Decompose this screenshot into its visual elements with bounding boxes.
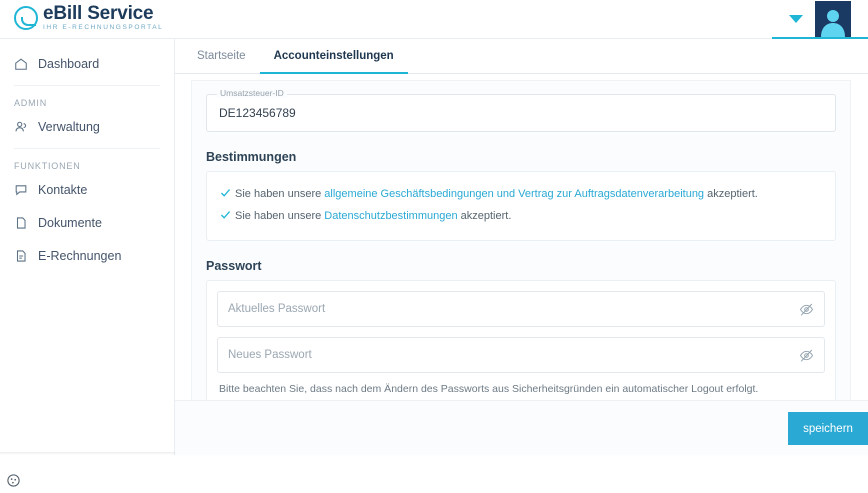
password-card <box>206 280 836 407</box>
sidebar-group-funktionen: FUNKTIONEN <box>14 161 81 171</box>
eye-off-icon[interactable] <box>799 348 814 363</box>
terms-link-datenschutz[interactable]: Datenschutzbestimmungen <box>324 210 458 222</box>
terms-card <box>206 171 836 241</box>
settings-panel <box>191 80 851 425</box>
chevron-down-icon[interactable] <box>789 15 803 23</box>
tab-bar <box>175 39 868 74</box>
check-icon <box>219 186 235 204</box>
terms-link-agb[interactable]: allgemeine Geschäftsbedingungen und Vertrag zur Auftragsdatenverarbeitung <box>324 188 705 200</box>
terms-suffix: akzeptiert. <box>704 188 758 200</box>
password-note: Bitte beachten Sie, dass nach dem Ändern des Passworts aus Sicherheitsgründen ein automatischer Logout erfolgt. <box>219 383 759 395</box>
check-icon <box>219 208 235 226</box>
sidebar-item-label: E-Rechnungen <box>38 248 122 263</box>
vat-id-value: DE123456789 <box>219 106 296 120</box>
sidebar-divider <box>14 148 160 149</box>
terms-row <box>219 208 823 226</box>
circle-e-icon <box>14 6 38 30</box>
sidebar-item-verwaltung[interactable] <box>0 110 174 143</box>
terms-section-title: Bestimmungen <box>206 150 297 164</box>
sidebar-item-kontakte[interactable] <box>0 173 174 206</box>
terms-text <box>235 208 511 224</box>
account-menu[interactable] <box>772 0 868 39</box>
current-password-placeholder: Aktuelles Passwort <box>228 303 326 315</box>
sidebar-group-admin: ADMIN <box>14 98 47 108</box>
terms-prefix: Sie haben unsere <box>235 210 325 222</box>
sidebar-divider <box>14 85 160 86</box>
terms-suffix: akzeptiert. <box>457 210 512 222</box>
settings-scroll-area <box>192 88 850 407</box>
tab-accounteinstellungen[interactable]: Accounteinstellungen <box>260 39 408 74</box>
app-logo[interactable] <box>14 4 163 32</box>
sidebar-item-dokumente[interactable] <box>0 206 174 239</box>
current-password-input[interactable] <box>217 291 825 327</box>
logo-title: eBill Service <box>43 3 154 24</box>
logo-text <box>43 4 163 32</box>
invoice-icon <box>14 249 34 263</box>
document-icon <box>14 216 34 230</box>
new-password-placeholder: Neues Passwort <box>228 349 312 361</box>
top-header <box>0 0 868 39</box>
terms-text <box>235 186 758 202</box>
contact-bubble-icon <box>14 183 34 197</box>
tab-startseite[interactable]: Startseite <box>197 49 246 62</box>
terms-prefix: Sie haben unsere <box>235 188 325 200</box>
home-icon <box>14 57 34 71</box>
save-button[interactable]: speichern <box>788 412 868 445</box>
password-section-title: Passwort <box>206 259 262 273</box>
sidebar-item-label: Verwaltung <box>38 119 100 134</box>
logo-subtitle: IHR E-RECHNUNGSPORTAL <box>43 24 164 31</box>
users-icon <box>14 120 34 134</box>
vat-id-label: Umsatzsteuer-ID <box>217 88 287 98</box>
sidebar-item-label: Dokumente <box>38 215 102 230</box>
sidebar-item-e-rechnungen[interactable] <box>0 239 174 272</box>
avatar[interactable] <box>815 1 851 37</box>
sidebar-item-label: Kontakte <box>38 182 88 197</box>
sidebar <box>0 39 175 455</box>
sidebar-item-label: Dashboard <box>38 56 100 71</box>
vat-id-field[interactable] <box>206 88 836 132</box>
cookie-icon[interactable] <box>6 473 21 488</box>
terms-row <box>219 186 823 204</box>
footer-bar <box>175 400 868 455</box>
new-password-input[interactable] <box>217 337 825 373</box>
sidebar-item-dashboard[interactable] <box>0 47 174 80</box>
eye-off-icon[interactable] <box>799 302 814 317</box>
avatar-icon <box>815 7 851 37</box>
main-content <box>175 39 868 455</box>
